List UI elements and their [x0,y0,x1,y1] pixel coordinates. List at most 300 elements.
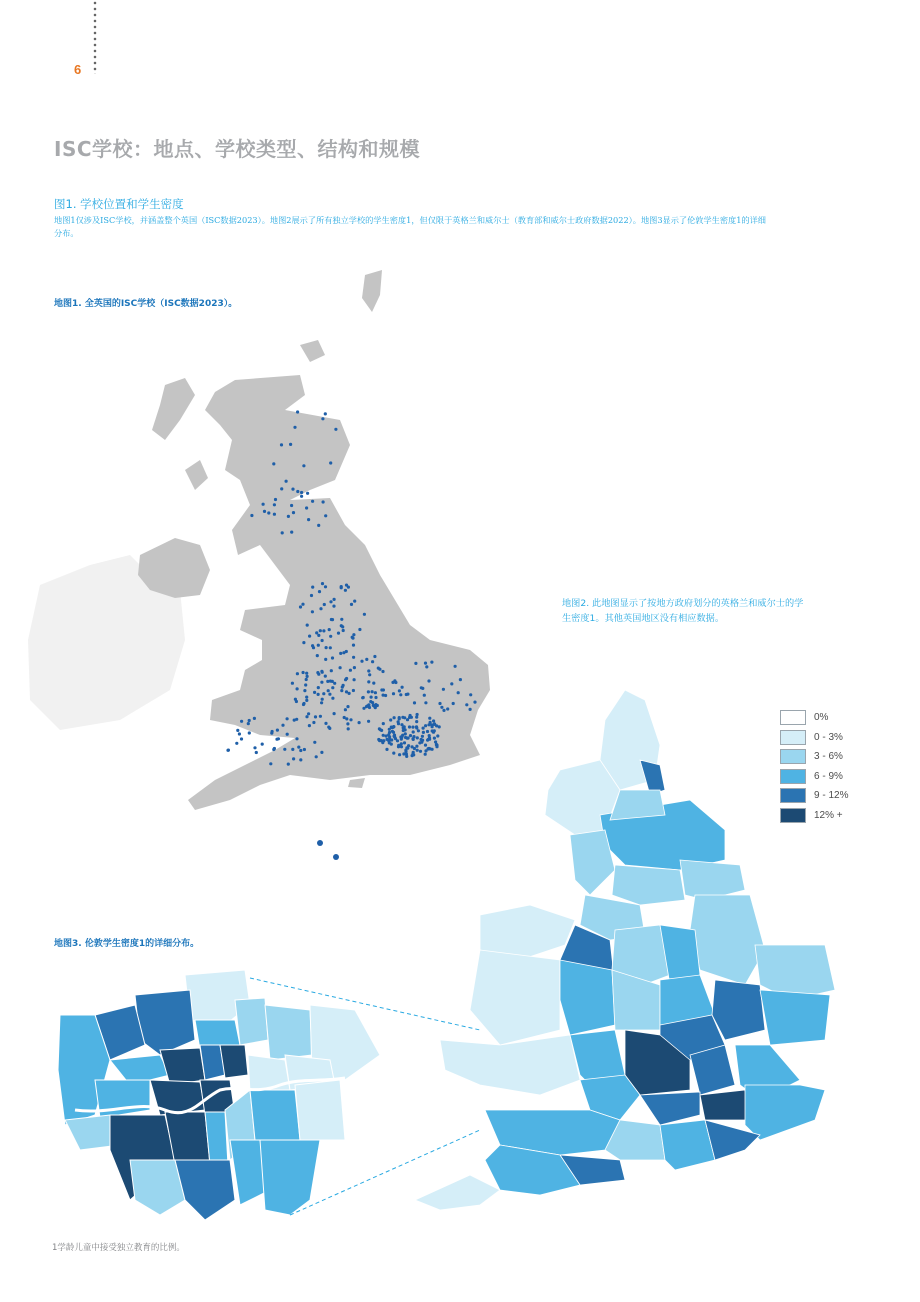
school-dot [346,705,349,708]
school-dot [342,651,345,654]
school-dot [280,443,283,446]
school-dot [331,618,334,621]
school-dot [414,662,417,665]
school-dot [430,661,433,664]
school-dot [442,709,445,712]
school-dot [339,652,342,655]
school-dot [303,689,306,692]
school-dot [473,701,476,704]
school-dot [319,629,322,632]
school-dot [315,631,318,634]
school-dot [275,738,278,741]
legend-swatch [780,769,806,784]
school-dot [333,682,336,685]
school-dot [380,688,383,691]
school-dot [367,680,370,683]
school-dot [305,672,308,675]
school-dot [353,678,356,681]
map3-hackney [220,1045,248,1078]
school-dot [296,490,299,493]
school-dot [409,714,412,717]
school-dot [347,727,350,730]
school-dot [290,531,293,534]
map2-west-yorkshire [612,865,685,905]
school-dot [320,681,323,684]
school-dot [306,624,309,627]
school-dot [329,461,332,464]
school-dot [391,681,394,684]
school-dot [271,730,274,733]
school-dot [267,511,270,514]
school-dot [372,682,375,685]
school-dot [393,716,396,719]
school-dot [428,736,431,739]
map2-durham [610,790,665,820]
map3-waltham-forest [235,998,268,1045]
school-dot [302,464,305,467]
school-dot [324,412,327,415]
school-dot [297,746,300,749]
school-dot [390,738,393,741]
figure-title: 图1. 学校位置和学生密度 [54,197,184,211]
school-dot [290,504,293,507]
school-dot [317,634,320,637]
school-dot [340,585,343,588]
school-dot [248,731,251,734]
school-dot [382,739,385,742]
school-dot [255,751,258,754]
school-dot [349,718,352,721]
map2-berkshire [640,1092,700,1125]
school-dot [352,656,355,659]
school-dot [352,689,355,692]
school-dot [427,679,430,682]
school-dot [305,715,308,718]
legend-swatch [780,808,806,823]
school-dot [397,722,400,725]
school-dot [273,503,276,506]
school-dot [403,716,406,719]
school-dot [334,428,337,431]
school-dot [329,646,332,649]
school-dot [353,666,356,669]
school-dot [393,735,396,738]
school-dot [262,503,265,506]
school-dot [433,737,436,740]
map2-south-wales [440,1035,580,1095]
school-dot [320,751,323,754]
school-dot [392,725,395,728]
school-dot [367,669,370,672]
school-dot [296,672,299,675]
school-dot [329,600,332,603]
map1-orkney [300,340,325,362]
school-dot [276,729,279,732]
school-dot [302,703,305,706]
school-dot [415,725,418,728]
school-dot [248,719,251,722]
school-dot [415,720,418,723]
school-dot [339,666,342,669]
school-dot [322,692,325,695]
school-dot [392,731,395,734]
school-dot [350,603,353,606]
school-dot [324,514,327,517]
legend-row [780,806,848,826]
school-dot [316,671,319,674]
map3-bexley [295,1080,345,1140]
school-dot [315,755,318,758]
school-dot [319,607,322,610]
school-dot [378,727,381,730]
school-dot [302,671,305,674]
school-dot [404,750,407,753]
map3-title: 地图3. 伦敦学生密度1的详细分布。 [54,939,200,949]
school-dot [343,716,346,719]
map2-england-wales [415,690,835,1210]
school-dot [352,644,355,647]
school-dot [289,443,292,446]
school-dot [317,693,320,696]
school-dot [442,688,445,691]
school-dot [424,753,427,756]
school-dot [293,426,296,429]
legend-swatch [780,788,806,803]
school-dot [328,628,331,631]
school-dot [392,692,395,695]
school-dot [431,748,434,751]
school-dot [362,696,365,699]
school-dot [310,594,313,597]
school-dot [382,734,385,737]
school-dot [238,732,241,735]
school-dot [413,701,416,704]
school-dot [274,498,277,501]
legend-label: 3 - 6% [814,751,843,763]
school-dot [247,722,250,725]
school-dot [287,515,290,518]
school-dot [340,689,343,692]
school-dot [314,715,317,718]
legend-row [780,786,848,806]
school-dot [421,739,424,742]
school-dot [394,681,397,684]
school-dot [321,698,324,701]
school-dot [365,658,368,661]
school-dot [333,712,336,715]
school-dot [346,722,349,725]
school-dot [403,741,406,744]
school-dot [406,718,409,721]
school-dot [424,701,427,704]
school-dot [299,605,302,608]
map3-newham [248,1055,290,1092]
school-dot [386,738,389,741]
map3-greenwich [250,1090,300,1140]
school-dot [416,736,419,739]
school-dot [405,755,408,758]
school-dot [411,726,414,729]
school-dot [415,716,418,719]
school-dot [316,654,319,657]
school-dot [321,639,324,642]
legend-label: 0 - 3% [814,731,843,743]
school-dot [281,531,284,534]
school-dot [281,724,284,727]
school-dot [371,660,374,663]
school-dot [371,701,374,704]
school-dot [360,660,363,663]
school-dot [299,749,302,752]
school-dot [377,738,380,741]
map2-east-riding [680,860,745,900]
school-dot [296,687,299,690]
school-dot [296,410,299,413]
school-dot [235,742,238,745]
school-dot [363,613,366,616]
school-dot [358,721,361,724]
footnote: 1学龄儿童中接受独立教育的比例。 [52,1243,185,1253]
school-dot [399,744,402,747]
map3-ealing [95,1080,150,1118]
school-dot [328,727,331,730]
school-dot [322,629,325,632]
school-dot [347,586,350,589]
school-dot [342,684,345,687]
school-dot [396,739,399,742]
school-dot [305,699,308,702]
school-dot [322,500,325,503]
school-dot [327,689,330,692]
school-dot [459,678,462,681]
school-dot [261,743,264,746]
school-dot [401,686,404,689]
school-dot [321,582,324,585]
school-dot [428,717,431,720]
map1-islay [185,460,208,490]
school-dot [324,722,327,725]
school-dot [452,702,455,705]
school-dot [424,744,427,747]
map3-sutton [175,1160,235,1220]
school-dot [320,670,323,673]
map1-great-britain [188,375,490,810]
school-dot [323,603,326,606]
school-dot [331,697,334,700]
map2-surrey [700,1090,750,1120]
school-dot [351,637,354,640]
school-dot [312,721,315,724]
school-dot [377,667,380,670]
map2-shropshire [560,960,615,1035]
legend-label: 9 - 12% [814,790,849,802]
map3-redbridge [265,1005,312,1060]
school-dot [311,610,314,613]
school-dot [398,716,401,719]
school-dot [311,500,314,503]
school-dot [398,753,401,756]
section-title: ISC学校：地点、学校类型、结构和规模 [54,137,421,161]
school-dot [313,741,316,744]
school-dot [324,585,327,588]
school-dot [307,518,310,521]
school-dot [291,488,294,491]
school-dot [432,719,435,722]
school-dot [318,590,321,593]
legend-label: 6 - 9% [814,770,843,782]
school-dot [226,749,229,752]
map2-lincolnshire [690,895,765,985]
school-dot [294,698,297,701]
legend-row [780,747,848,767]
school-dot [411,745,414,748]
school-dot [423,694,426,697]
school-dot [285,480,288,483]
school-dot [404,736,407,739]
school-dot [385,748,388,751]
school-dot [433,729,436,732]
school-dot [332,605,335,608]
map2-suffolk [760,990,830,1045]
school-dot [280,487,283,490]
school-dot [333,598,336,601]
legend-swatch [780,730,806,745]
school-dot [272,462,275,465]
legend-row [780,767,848,787]
school-dot [373,655,376,658]
school-dot [469,708,472,711]
school-dot [306,492,309,495]
school-dot [317,644,320,647]
school-dot [286,717,289,720]
school-dot [419,750,422,753]
school-dot [292,511,295,514]
school-dot [337,632,340,635]
school-dot [392,752,395,755]
map1-isle-of-wight [348,778,365,788]
school-dot [454,665,457,668]
school-dot [330,669,333,672]
school-dot [402,729,405,732]
map2-legend [780,708,848,825]
school-dot [469,693,472,696]
school-dot [376,704,379,707]
school-dot [306,675,309,678]
school-dot [300,491,303,494]
school-dot [320,701,323,704]
school-dot [286,733,289,736]
school-dot [240,720,243,723]
map2-cambridgeshire [712,980,765,1040]
school-dot [344,708,347,711]
school-dot [370,696,373,699]
school-dot [381,670,384,673]
school-dot [387,733,390,736]
school-dot [273,513,276,516]
map2-kent [745,1085,825,1140]
school-dot [269,762,272,765]
school-dot [291,748,294,751]
legend-row [780,708,848,728]
school-dot [328,693,331,696]
map3-london [58,970,380,1220]
map1-shetland [362,270,382,312]
school-dot [358,628,361,631]
school-dot [321,417,324,420]
school-dot [384,694,387,697]
school-dot [263,510,266,513]
school-dot [304,683,307,686]
school-dot [408,725,411,728]
school-dot [329,680,332,683]
map3-camden [160,1048,205,1085]
school-dot [340,624,343,627]
school-dot [450,682,453,685]
map1-channel-islands [317,840,323,846]
school-dot [317,524,320,527]
school-dot [412,751,415,754]
school-dot [250,514,253,517]
school-dot [295,737,298,740]
school-dot [307,712,310,715]
school-dot [457,691,460,694]
map1-uk [28,270,490,860]
school-dot [446,707,449,710]
school-dot [292,757,295,760]
map3-bromley [260,1140,320,1215]
figure-description: 地图1仅涉及ISC学校，并涵盖整个英国（ISC数据2023）。地图2展示了所有独立学校的学生密度1，但仅限于英格兰和威尔士（教育部和威尔士政府数据2022）。地图3显示了伦敦学生密度1的详细分布。 [54,215,766,238]
school-dot [331,656,334,659]
school-dot [352,633,355,636]
school-dot [349,669,352,672]
school-dot [399,693,402,696]
school-dot [438,702,441,705]
school-dot [390,743,393,746]
school-dot [324,675,327,678]
school-dot [436,734,439,737]
school-dot [434,740,437,743]
school-dot [465,703,468,706]
school-dot [367,720,370,723]
school-dot [365,705,368,708]
school-dot [424,724,427,727]
map1-hebrides [152,378,195,440]
school-dot [325,646,328,649]
school-dot [398,689,401,692]
school-dot [374,691,377,694]
legend-label: 0% [814,712,829,724]
school-dot [415,745,418,748]
map1-title: 地图1. 全英国的ISC学校（ISC数据2023）。 [54,299,238,309]
school-dot [311,644,314,647]
school-dot [301,603,304,606]
school-dot [313,691,316,694]
school-dot [418,741,421,744]
school-dot [331,686,334,689]
school-dot [409,734,412,737]
school-dot [440,706,443,709]
school-dot [427,723,430,726]
school-dot [300,495,303,498]
school-dot [240,737,243,740]
school-dot [303,748,306,751]
school-dot [287,763,290,766]
school-dot [427,747,430,750]
map2-description: 地图2. 此地图显示了按地方政府划分的英格兰和威尔士的学生密度1。其他英国地区没有相应数据。 [562,598,804,624]
school-dot [311,586,314,589]
school-dot [389,718,392,721]
legend-swatch [780,710,806,725]
